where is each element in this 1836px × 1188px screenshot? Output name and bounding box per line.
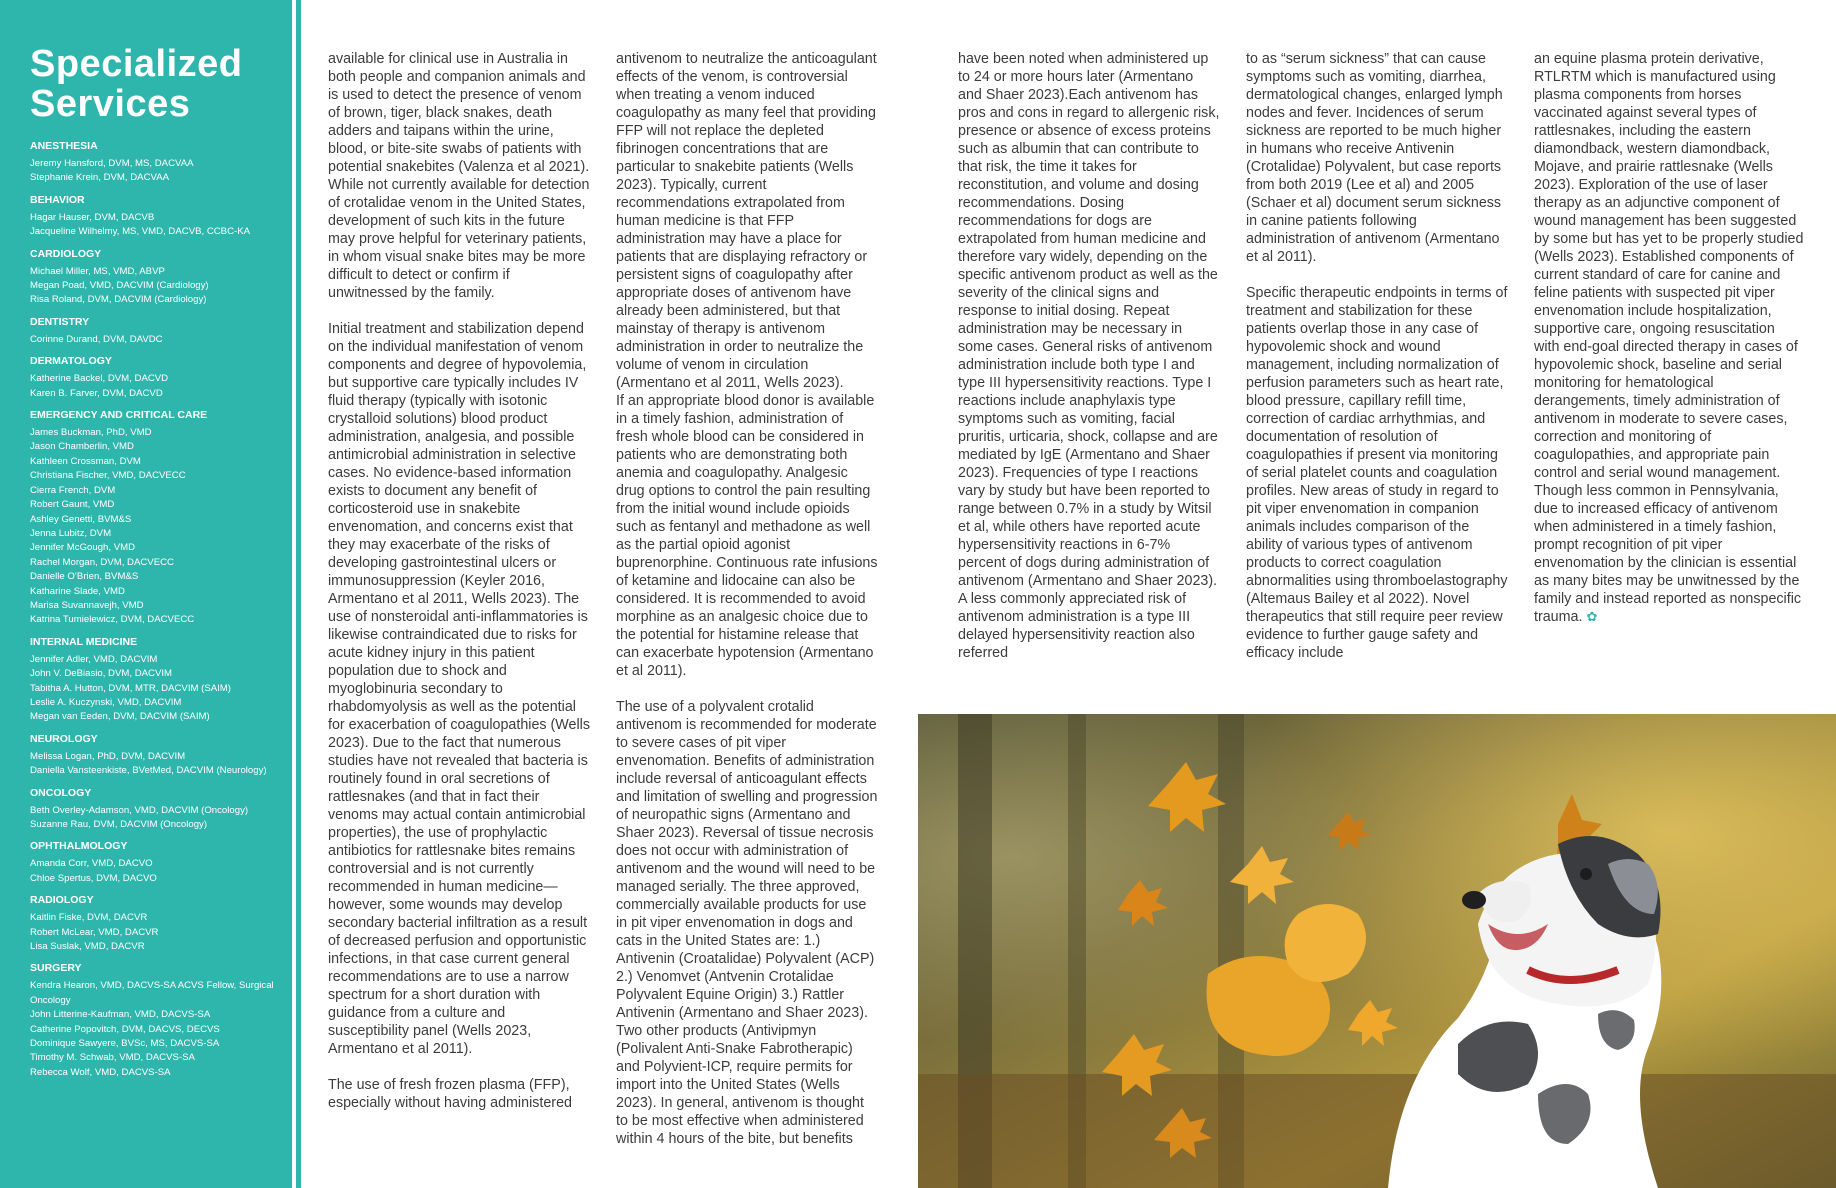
- specialty-section: [30, 787, 276, 833]
- specialty-section: [30, 248, 276, 308]
- paragraph: an equine plasma protein derivative, RTLRTM which is manufactured using plasma components from horses vaccinated against several types of rattlesnakes, including the eastern diamondback, western diamondback, Mojave, and prairie rattlesnake (Wells 2023). Exploration of the use of laser therapy as an adjunctive component of wound management has been suggested by some but has yet to be properly studied (Wells 2023). Established components of current standard of care for canine and feline patients with suspected pit viper envenomation include hospitalization, supportive care, ongoing resuscitation with end-goal directed therapy in cases of hypovolemic shock, baseline and serial monitoring for hematological derangements, timely administration of antivenom in moderate to severe cases, correction and monitoring of coagulopathies, and appropriate pain control and serial wound management. Though less common in Pennsylvania, due to increased efficacy of antivenom when administered in a timely fashion, prompt recognition of pit viper envenomation by the clinician is essential as many bites may be unwitnessed by the family and instead reported as nonspecific trauma. ✿: [1534, 51, 1804, 625]
- staff-name: Chloe Spertus, DVM, DACVO: [30, 872, 157, 884]
- staff-name: Dominique Sawyere, BVSc, MS, DACVS-SA: [30, 1038, 220, 1050]
- paragraph: The use of fresh frozen plasma (FFP), especially without having administered: [328, 1077, 572, 1111]
- specialty-section: [30, 316, 276, 347]
- staff-name: Danielle O’Brien, BVM&S: [30, 571, 139, 583]
- staff-name: Tabitha A. Hutton, DVM, MTR, DACVIM (SAIM): [30, 682, 231, 694]
- specialized-services-sidebar: [0, 0, 292, 1188]
- specialty-heading: CARDIOLOGY: [30, 247, 102, 260]
- specialty-heading: RADIOLOGY: [30, 894, 94, 907]
- article-column-4: [1246, 50, 1508, 662]
- specialty-heading: INTERNAL MEDICINE: [30, 635, 138, 648]
- staff-name: Katherine Backel, DVM, DACVD: [30, 373, 169, 385]
- specialty-section: [30, 962, 276, 1080]
- staff-name: James Buckman, PhD, VMD: [30, 427, 152, 439]
- staff-name: Katrina Tumielewicz, DVM, DACVECC: [30, 614, 195, 626]
- staff-name: Kathleen Crossman, DVM: [30, 455, 141, 467]
- staff-name: Rachel Morgan, DVM, DACVECC: [30, 556, 174, 568]
- specialty-section: [30, 894, 276, 954]
- specialty-heading: OPHTHALMOLOGY: [30, 840, 128, 853]
- staff-name: John Litterine-Kaufman, VMD, DACVS-SA: [30, 1009, 211, 1021]
- dog-autumn-leaves-photo: [918, 714, 1836, 1188]
- staff-name: Jacqueline Wilhelmy, MS, VMD, DACVB, CCBC-KA: [30, 226, 250, 238]
- staff-name: Leslie A. Kuczynski, VMD, DACVIM: [30, 696, 182, 708]
- paw-print-icon: ✿: [1586, 609, 1598, 624]
- sidebar-divider: [296, 0, 301, 1188]
- staff-name: Beth Overley-Adamson, VMD, DACVIM (Oncology): [30, 804, 249, 816]
- staff-name: Daniella Vansteenkiste, BVetMed, DACVIM (Neurology): [30, 765, 267, 777]
- staff-name: Christiana Fischer, VMD, DACVECC: [30, 470, 186, 482]
- specialty-section: [30, 636, 276, 725]
- sidebar-title: Specialized Services: [30, 43, 243, 125]
- paragraph: Specific therapeutic endpoints in terms of treatment and stabilization for these patients overlap those in any case of hypovolemic shock and wound management, including normalization of perfusion parameters such as heart rate, blood pressure, capillary refill time, correction of cardiac arrhythmias, and documentation of resolution of coagulopathies if present via monitoring of serial platelet counts and coagulation profiles. New areas of study in regard to pit viper envenomation in companion animals includes comparison of the ability of various types of antivenom products to correct coagulation abnormalities using thromboelastography (Altemaus Bailey et al 2022). Novel therapeutics that still require peer review evidence to further gauge safety and efficacy include: [1246, 285, 1508, 661]
- paragraph: to as “serum sickness” that can cause symptoms such as vomiting, diarrhea, dermatological changes, enlarged lymph nodes and fever. Incidences of serum sickness are reported to be much higher in humans who receive Antivenin (Crotalidae) Polyvalent, but case reports from both 2019 (Lee et al) and 2005 (Schaer et al) document serum sickness in canine patients following administration of antivenom (Armentano et al 2011).: [1246, 51, 1503, 265]
- staff-name: Hagar Hauser, DVM, DACVB: [30, 211, 155, 223]
- article-column-5: [1534, 50, 1804, 626]
- staff-name: John V. DeBiasio, DVM, DACVIM: [30, 668, 173, 680]
- specialty-section: [30, 194, 276, 240]
- sidebar-sections: [30, 140, 276, 1080]
- staff-name: Melissa Logan, PhD, DVM, DACVIM: [30, 750, 186, 762]
- paragraph: antivenom to neutralize the anticoagulant effects of the venom, is controversial when treating a venom induced coagulopathy as many feel that providing FFP will not replace the depleted fibrinogen concentrations that are particular to snakebite patients (Wells 2023). Typically, current recommendations extrapolated from human medicine is that FFP administration may have a place for patients that are displaying refractory or persistent signs of coagulopathy after appropriate doses of antivenom have already been administered, but that mainstay of therapy is antivenom administration in order to neutralize the volume of venom in circulation (Armentano et al 2011, Wells 2023).: [616, 51, 877, 391]
- staff-name: Ashley Genetti, BVM&S: [30, 513, 132, 525]
- staff-name: Jenna Lubitz, DVM: [30, 527, 112, 539]
- staff-name: Timothy M. Schwab, VMD, DACVS-SA: [30, 1052, 195, 1064]
- paragraph: If an appropriate blood donor is available in a timely fashion, administration of fresh whole blood can be considered in patients who are demonstrating both anemia and coagulopathy. Analgesic drug options to control the pain resulting from the initial wound include opioids such as fentanyl and methadone as well as the partial opioid agonist buprenorphine. Continuous rate infusions of ketamine and lidocaine can also be considered. It is recommended to avoid morphine as an analgesic choice due to the potential for histamine release that can exacerbate hypotension (Armentano et al 2011).: [616, 393, 878, 679]
- staff-name: Megan van Eeden, DVM, DACVIM (SAIM): [30, 711, 210, 723]
- staff-name: Corinne Durand, DVM, DAVDC: [30, 333, 163, 345]
- staff-name: Risa Roland, DVM, DACVIM (Cardiology): [30, 294, 207, 306]
- staff-name: Jason Chamberlin, VMD: [30, 441, 134, 453]
- staff-name: Karen B. Farver, DVM, DACVD: [30, 387, 163, 399]
- staff-name: Stephanie Krein, DVM, DACVAA: [30, 172, 169, 184]
- staff-name: Jennifer McGough, VMD: [30, 542, 136, 554]
- paragraph: available for clinical use in Australia in both people and companion animals and is used to detect the presence of venom of brown, tiger, black snakes, death adders and taipans within the urine, blood, or bite-site swabs of patients with potential snakebites (Valenza et al 2021). While not currently available for detection of crotalidae venom in the United States, development of such kits in the future may prove helpful for veterinary patients, in whom visual snake bites may be more difficult to detect or confirm if unwitnessed by the family.: [328, 51, 590, 301]
- paragraph: have been noted when administered up to 24 or more hours later (Armentano and Shaer 2023).Each antivenom has pros and cons in regard to allergenic risk, presence or absence of excess proteins such as albumin that can contribute to that risk, the time it takes for reconstitution, and volume and dosing recommendations. Dosing recommendations for dogs are extrapolated from human medicine and therefore vary widely, depending on the specific antivenom product as well as the severity of the clinical signs and response to initial dosing. Repeat administration may be necessary in some cases. General risks of antivenom administration include both type I and type III hypersensitivity reactions. Type I reactions include anaphylaxis type symptoms such as vomiting, facial pruritis, urticaria, shock, collapse and are mediated by IgE (Armentano and Shaer 2023). Frequencies of type I reactions vary by study but have been reported to range between 0.7% in a study by Witsil et al, while others have reported acute hypersensitivity reactions in 6-7% percent of dogs during administration of antivenom (Armentano and Shaer 2023). A less commonly appreciated risk of antivenom administration is a type III delayed hypersensitivity reaction also referred: [958, 51, 1220, 661]
- specialty-heading: DERMATOLOGY: [30, 355, 112, 368]
- staff-name: Jennifer Adler, VMD, DACVIM: [30, 653, 158, 665]
- article-column-1: [328, 50, 590, 1112]
- specialty-heading: DENTISTRY: [30, 315, 90, 328]
- staff-name: Lisa Suslak, VMD, DACVR: [30, 941, 145, 953]
- specialty-section: [30, 409, 276, 628]
- specialty-heading: BEHAVIOR: [30, 193, 85, 206]
- specialty-heading: SURGERY: [30, 962, 82, 975]
- article-column-3: [958, 50, 1220, 662]
- specialty-heading: ANESTHESIA: [30, 140, 98, 152]
- staff-name: Katharine Slade, VMD: [30, 585, 125, 597]
- specialty-heading: ONCOLOGY: [30, 786, 92, 799]
- staff-name: Robert Gaunt, VMD: [30, 499, 115, 511]
- specialty-section: [30, 733, 276, 779]
- specialty-heading: NEUROLOGY: [30, 732, 98, 745]
- staff-name: Catherine Popovitch, DVM, DACVS, DECVS: [30, 1023, 220, 1035]
- staff-name: Marisa Suvannavejh, VMD: [30, 599, 144, 611]
- staff-name: Jeremy Hansford, DVM, MS, DACVAA: [30, 158, 194, 169]
- paragraph: The use of a polyvalent crotalid antivenom is recommended for moderate to severe cases of pit viper envenomation. Benefits of administration include reversal of anticoagulant effects and limitation of swelling and progression of neuropathic signs (Armentano and Shaer 2023). Reversal of tissue necrosis does not occur with administration of antivenom and the wound will need to be managed serially. The three approved, commercially available products for use in pit viper envenomation in dogs and cats in the United States are: 1.) Antivenin (Croatalidae) Polyvalent (ACP) 2.) Venomvet (Antvenin Crotalidae Polyvalent Equine Origin) 3.) Rattler Antivenin (Armentano and Shaer 2023). Two other products (Antivipmyn (Polivalent Anti-Snake Fabrotherapic) and Polyvient-ICP, require permits for import into the United States (Wells 2023). In general, antivenom is thought to be most effective when administered within 4 hours of the bite, but benefits: [616, 699, 878, 1147]
- specialty-section: [30, 355, 276, 401]
- staff-name: Robert McLear, VMD, DACVR: [30, 926, 159, 938]
- staff-name: Cierra French, DVM: [30, 484, 116, 496]
- specialty-section: [30, 840, 276, 886]
- staff-name: Kaitlin Fiske, DVM, DACVR: [30, 912, 148, 924]
- article-column-2: [616, 50, 878, 1148]
- staff-name: Rebecca Wolf, VMD, DACVS-SA: [30, 1066, 171, 1078]
- specialty-heading: EMERGENCY AND CRITICAL CARE: [30, 409, 208, 422]
- paragraph: Initial treatment and stabilization depend on the individual manifestation of venom components and degree of hypovolemia, but supportive care typically includes IV fluid therapy (typically with isotonic crystalloid solutions) blood product administration, analgesia, and possible antimicrobial administration in selective cases. No evidence-based information exists to document any benefit of corticosteroid use in snakebite envenomation, and concerns exist that they may exacerbate of the risks of developing gastrointestinal ulcers or immunosuppression (Keyler 2016, Armentano et al 2011, Wells 2023). The use of nonsteroidal anti-inflammatories is likewise contraindicated due to risks for acute kidney injury in this patient population due to shock and myoglobinuria secondary to rhabdomyolysis as well as the potential for exacerbation of coagulopathies (Wells 2023). Due to the fact that numerous studies have not revealed that bacteria is routinely found in oral secretions of rattlesnakes (and that in fact their venoms may actual contain antimicrobial properties), the use of prophylactic antibiotics for rattlesnake bites remains controversial and is not currently recommended in human medicine—however, some wounds may develop secondary bacterial infiltration as a result of decreased perfusion and opportunistic infections, in that case current general recommendations are to use a narrow spectrum for a short duration with guidance from a culture and susceptibility panel (Wells 2023, Armentano et al 2011).: [328, 321, 590, 1057]
- staff-name: Kendra Hearon, VMD, DACVS-SA ACVS Fellow, Surgical Oncology: [30, 980, 274, 1006]
- staff-name: Suzanne Rau, DVM, DACVIM (Oncology): [30, 819, 208, 830]
- staff-name: Amanda Corr, VMD, DACVO: [30, 858, 153, 870]
- staff-name: Megan Poad, VMD, DACVIM (Cardiology): [30, 280, 209, 292]
- staff-name: Michael Miller, MS, VMD, ABVP: [30, 265, 165, 277]
- photo-illustration: [918, 714, 1836, 1188]
- specialty-section: [30, 140, 276, 186]
